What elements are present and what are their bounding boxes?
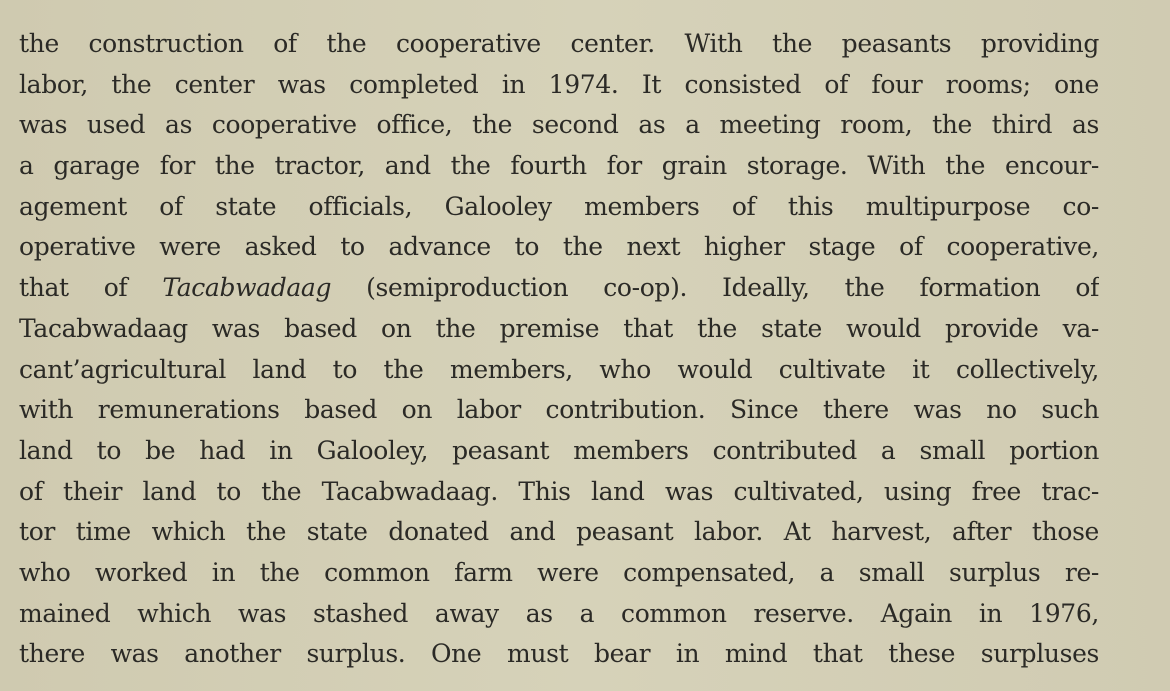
- text-line-1: the construction of the cooperative center. With the peasants providing: [19, 29, 1099, 58]
- text-line-5: agement of state officials, Galooley members of this multipurpose co-: [19, 191, 1099, 221]
- text-line-10: with remunerations based on labor contribution. Since there was no such: [19, 395, 1099, 425]
- text-line-13: tor time which the state donated and peasant labor. At harvest, after those: [19, 517, 1099, 547]
- text-line-7-start: that of: [19, 273, 163, 303]
- text-line-16: there was another surplus. One must bear in mind that these surpluses: [19, 639, 1099, 669]
- text-line-8: Tacabwadaag was based on the premise that the state would provide va-: [19, 313, 1099, 343]
- text-line-9: cant’agricultural land to the members, who would cultivate it collectively,: [19, 354, 1099, 384]
- text-line-2: labor, the center was completed in 1974. It consisted of four rooms; one: [19, 69, 1099, 99]
- text-line-6: operative were asked to advance to the next higher stage of cooperative,: [19, 232, 1099, 262]
- text-line-3: was used as cooperative office, the second as a meeting room, the third as: [19, 110, 1099, 140]
- text-line-4: a garage for the tractor, and the fourth for grain storage. With the encour-: [19, 151, 1099, 181]
- text-line-14: who worked in the common farm were compensated, a small surplus re-: [19, 557, 1099, 587]
- body-text: [19, 24, 1099, 675]
- text-line-7: [19, 268, 1099, 309]
- text-line-12: of their land to the Tacabwadaag. This land was cultivated, using free trac-: [19, 476, 1099, 506]
- text-line-11: land to be had in Galooley, peasant members contributed a small portion: [19, 435, 1099, 465]
- italic-term: Tacabwadaag: [162, 273, 332, 303]
- text-line-15: mained which was stashed away as a common reserve. Again in 1976,: [19, 598, 1099, 628]
- text-line-7-end: (semiproduction co-op). Ideally, the formation of: [331, 273, 1099, 303]
